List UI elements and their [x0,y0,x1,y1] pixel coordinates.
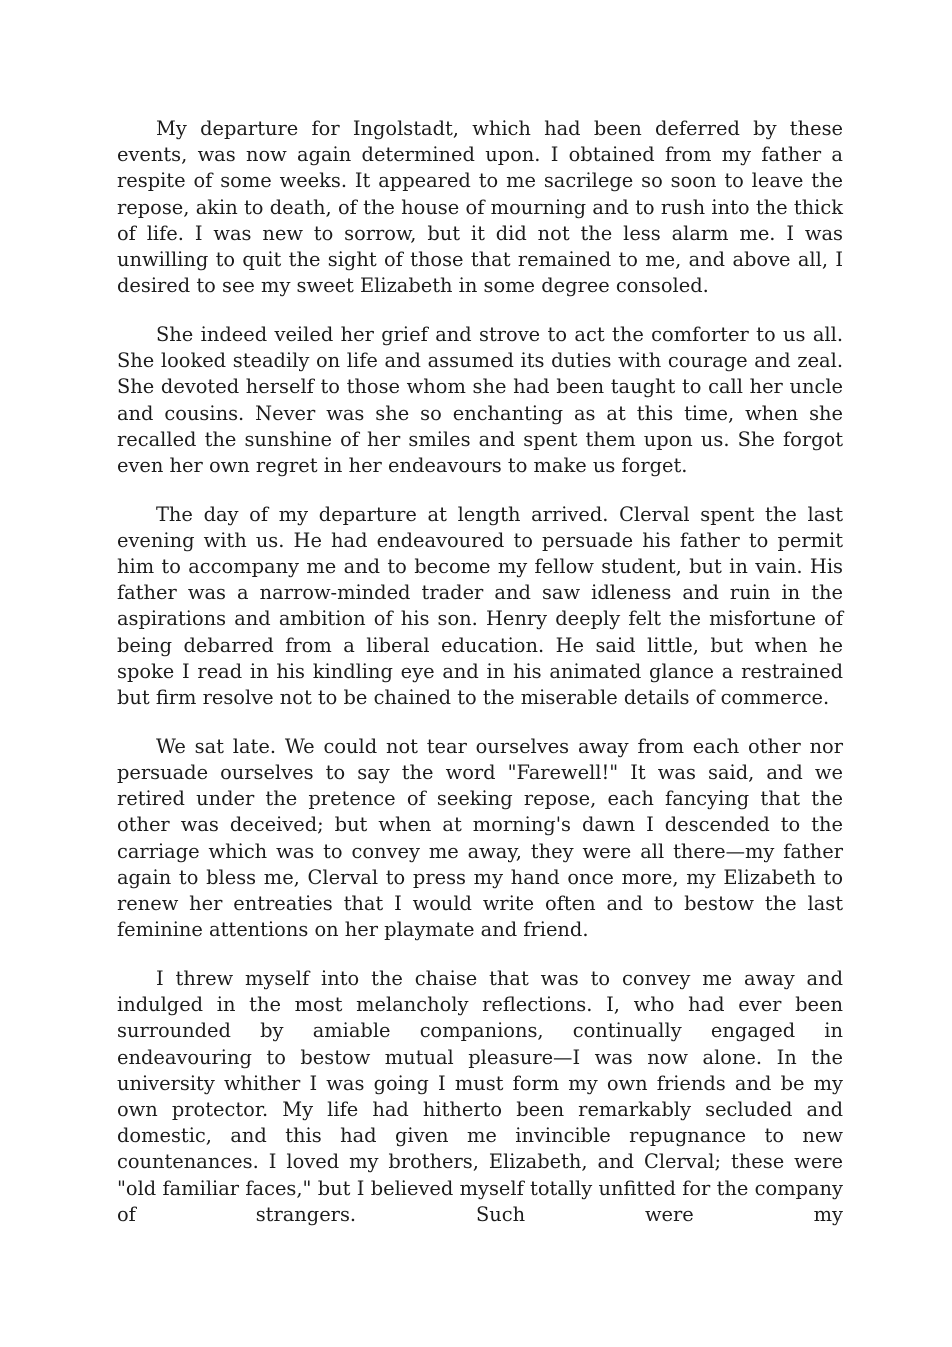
page-body [117,116,843,1228]
paragraph-3: The day of my departure at length arrived. Clerval spent the last evening with us. He had endeavoured to persuade his father to permit him to accompany me and to become my fellow student, but in vain. His father was a narrow-minded trader and saw idleness and ruin in the aspirations and ambition of his son. Henry deeply felt the misfortune of being debarred from a liberal education. He said little, but when he spoke I read in his kindling eye and in his animated glance a restrained but firm resolve not to be chained to the miserable details of commerce. [117,502,843,710]
paragraph-2: She indeed veiled her grief and strove to act the comforter to us all. She looked steadily on life and assumed its duties with courage and zeal. She devoted herself to those whom she had been taught to call her uncle and cousins. Never was she so enchanting as at this time, when she recalled the sunshine of her smiles and spent them upon us. She forgot even her own regret in her endeavours to make us forget. [117,322,843,477]
paragraph-4: We sat late. We could not tear ourselves away from each other nor persuade ourselves to say the word "Farewell!" It was said, and we retired under the pretence of seeking repose, each fancying that the other was deceived; but when at morning's dawn I descended to the carriage which was to convey me away, they were all there—my father again to bless me, Clerval to press my hand once more, my Elizabeth to renew her entreaties that I would write often and to bestow the last feminine attentions on her playmate and friend. [117,734,843,942]
paragraph-1: My departure for Ingolstadt, which had been deferred by these events, was now again determined upon. I obtained from my father a respite of some weeks. It appeared to me sacrilege so soon to leave the repose, akin to death, of the house of mourning and to rush into the thick of life. I was new to sorrow, but it did not the less alarm me. I was unwilling to quit the sight of those that remained to me, and above all, I desired to see my sweet Elizabeth in some degree consoled. [117,117,843,298]
paragraph-5: I threw myself into the chaise that was to convey me away and indulged in the most melancholy reflections. I, who had ever been surrounded by amiable companions, continually engaged in endeavouring to bestow mutual pleasure—I was now alone. In the university whither I was going I must form my own friends and be my own protector. My life had hitherto been remarkably secluded and domestic, and this had given me invincible repugnance to new countenances. I loved my brothers, Elizabeth, and Clerval; these were "old familiar faces," but I believed myself totally unfitted for the company of strangers. Such were my [117,966,843,1226]
